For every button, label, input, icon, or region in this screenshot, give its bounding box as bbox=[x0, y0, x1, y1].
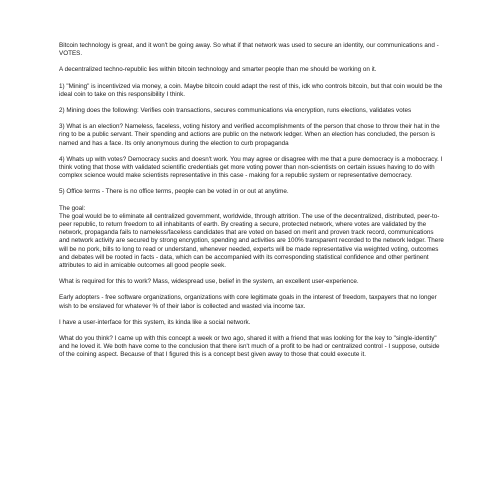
point-2-paragraph: 2) Mining does the following: Verifies coin transactions, secures communications via encryption, runs elections, validates votes bbox=[59, 107, 412, 115]
goal-paragraph: The goal: The goal would be to eliminate all centralized government, worldwide, through attrition. The use of the decentralized, distributed, peer-to-peer republic, to return freedom to all inhabitants of earth. By creating a secure, protected network, where votes are validated by the network, propaganda fails to nameless/faceless candidates that are voted on based on merit and proven track record, communications and network activity are secured by strong encryption, spending and activities are 100% transparent recorded to the network ledger. There will be no pork, bills to long to read or understand, whenever needed, experts will be made representative via weighted voting, outcomes and debates will be rooted in facts - data, which can be accompanied with its corresponding statistical confidence and other pertinent attributes to aid in amicable outcomes all good people seek. bbox=[59, 204, 444, 270]
point-5-paragraph: 5) Office terms - There is no office terms, people can be voted in or out at anytime. bbox=[59, 188, 289, 196]
document-body bbox=[59, 42, 444, 368]
republic-paragraph: A decentralized techno-republic lies within bitcoin technology and smarter people than me should be working on it. bbox=[59, 66, 377, 74]
point-4-paragraph: 4) Whats up with votes? Democracy sucks and doesn't work. You may agree or disagree with me that a pure democracy is a mobocracy. I think voting that those with validated scientific credentials get more voting power than non-scientists on certain issues having to do with complex science would make scientists representative in this case - making for a republic system or representative democracy. bbox=[59, 155, 443, 180]
point-3-paragraph: 3) What is an election? Nameless, faceless, voting history and verified accomplishments of the person that chose to throw their hat in the ring to be a public servant. Their spending and actions are public on the network ledger. When an election has concluded, the person is named and has a face. Its only anonymous during the election to curb propaganda bbox=[59, 123, 440, 147]
early-adopters-paragraph: Early adopters - free software organizations, organizations with core legitimate goals in the interest of freedom, taxpayers that no longer wish to be enslaved for whatever % of their labor is collected and wasted via income tax. bbox=[59, 294, 437, 310]
user-interface-paragraph: I have a user-interface for this system, its kinda like a social network. bbox=[59, 318, 251, 326]
requirements-paragraph: What is required for this to work? Mass, widespread use, belief in the system, an excellent user-experience. bbox=[59, 278, 359, 286]
point-1-paragraph: 1) "Mining" is incentivized via money, a coin. Maybe bitcoin could adapt the rest of this, idk who controls bitcoin, but that coin would be the ideal coin to take on this responsibility I think. bbox=[59, 82, 443, 98]
intro-paragraph: Bitcoin technology is great, and it won't be going away. So what if that network was used to secure an identity, our communications and - VOTES. bbox=[59, 42, 439, 58]
closing-paragraph: What do you think? I came up with this concept a week or two ago, shared it with a friend that was looking for the key to "single-identity" and he loved it. We both have come to the conclusion that there isn't much of a profit to be had or centralized control - I suppose, outside of the coining aspect. Because of that I figured this is a concept best given away to those that could execute it. bbox=[59, 335, 440, 359]
